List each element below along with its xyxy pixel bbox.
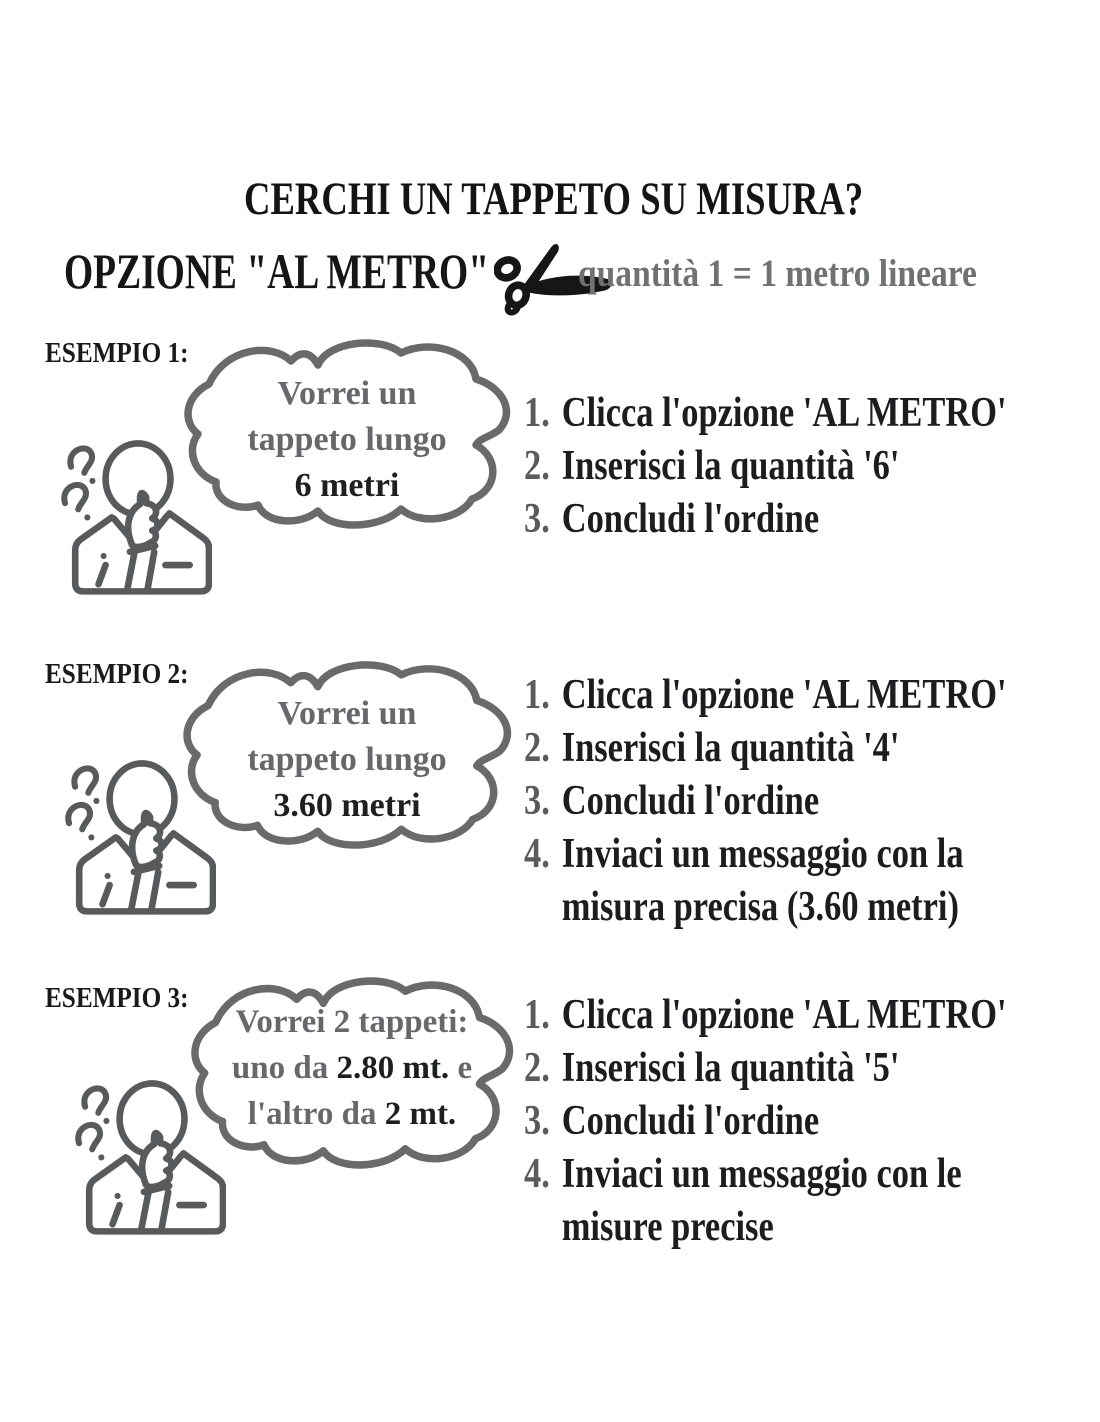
step-number: 1. (524, 390, 550, 436)
bubble-line: l'altro da 2 mt. (247, 1096, 457, 1132)
example-1-label: ESEMPIO 1: (45, 338, 189, 369)
option-al-metro-heading: OPZIONE "AL METRO" (64, 243, 490, 299)
bubble-line: 6 metri (294, 467, 400, 504)
step-text-continued: misura precisa (3.60 metri) (561, 884, 959, 930)
step-number: 1. (524, 672, 550, 718)
step-text: Concludi l'ordine (561, 496, 820, 542)
step-text: Clicca l'opzione 'AL METRO' (561, 390, 1007, 436)
step-text: Clicca l'opzione 'AL METRO' (561, 992, 1007, 1038)
step-item (524, 1148, 1049, 1254)
step-number: 2. (524, 725, 550, 771)
thinking-person-icon (64, 760, 216, 928)
step-text: Concludi l'ordine (561, 1098, 820, 1144)
unit-note: quantità 1 = 1 metro lineare (578, 252, 977, 295)
bubble-line: uno da 2.80 mt. e (231, 1050, 473, 1086)
step-item (524, 989, 1049, 1042)
thinking-person-icon (74, 1080, 226, 1248)
steps-list-3 (524, 989, 1049, 1254)
step-number: 3. (524, 496, 550, 542)
step-number: 3. (524, 1098, 550, 1144)
step-text: Inviaci un messaggio con le (561, 1151, 962, 1197)
step-text: Inserisci la quantità '6' (561, 443, 900, 489)
step-number: 4. (524, 1151, 550, 1197)
step-text: Inviaci un messaggio con la (561, 831, 964, 877)
bubble-line: tappeto lungo (247, 741, 447, 778)
step-number: 1. (524, 992, 550, 1038)
step-text-continued: misure precise (561, 1204, 774, 1250)
step-number: 2. (524, 1045, 550, 1091)
bubble-text (192, 999, 512, 1137)
bubble-line: Vorrei un (277, 695, 417, 732)
bubble-text (186, 371, 508, 509)
bubble-line: 3.60 metri (273, 787, 421, 824)
step-text: Inserisci la quantità '5' (561, 1045, 900, 1091)
step-text: Clicca l'opzione 'AL METRO' (561, 672, 1007, 718)
step-item (524, 493, 1049, 546)
step-item (524, 387, 1049, 440)
bubble-line: Vorrei 2 tappeti: (235, 1004, 469, 1040)
example-3-label: ESEMPIO 3: (45, 983, 189, 1014)
steps-list-2 (524, 669, 1049, 934)
page-title: CERCHI UN TAPPETO SU MISURA? (244, 173, 864, 225)
step-item (524, 722, 1049, 775)
step-item (524, 1042, 1049, 1095)
step-item (524, 1095, 1049, 1148)
step-number: 4. (524, 831, 550, 877)
step-item (524, 775, 1049, 828)
step-item (524, 828, 1049, 934)
thinking-person-icon (60, 440, 212, 608)
step-text: Inserisci la quantità '4' (561, 725, 900, 771)
bubble-text (186, 691, 508, 829)
steps-list-1 (524, 387, 1049, 546)
step-text: Concludi l'ordine (561, 778, 820, 824)
bubble-line: Vorrei un (277, 375, 417, 412)
step-number: 3. (524, 778, 550, 824)
step-item (524, 440, 1049, 493)
step-item (524, 669, 1049, 722)
example-2-label: ESEMPIO 2: (45, 659, 189, 690)
step-number: 2. (524, 443, 550, 489)
bubble-line: tappeto lungo (247, 421, 447, 458)
